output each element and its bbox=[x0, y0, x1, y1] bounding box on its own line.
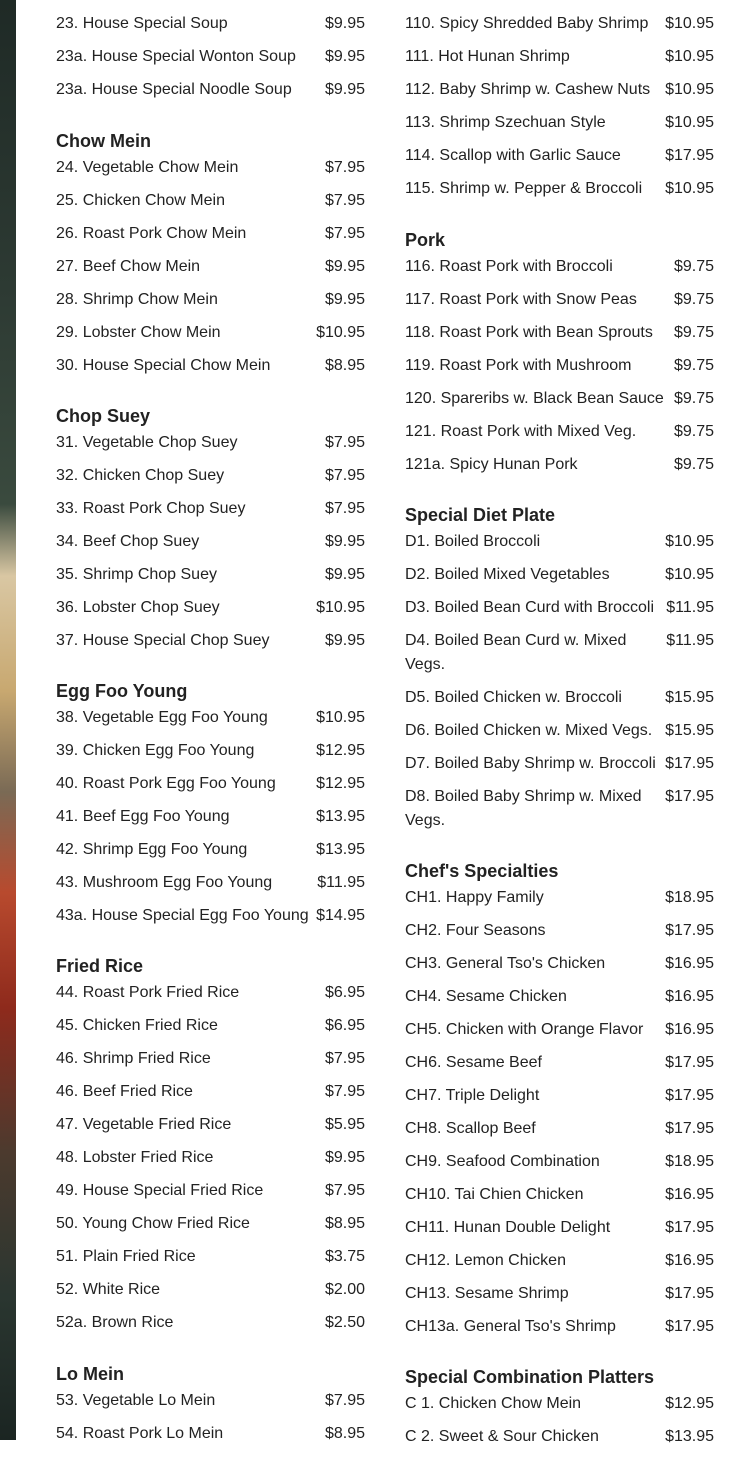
special-diet-section bbox=[405, 500, 714, 842]
item-name: 46. Beef Fried Rice bbox=[56, 1083, 193, 1100]
item-name: 112. Baby Shrimp w. Cashew Nuts bbox=[405, 81, 651, 98]
item-price: $15.95 bbox=[665, 689, 714, 706]
item-name: 46. Shrimp Fried Rice bbox=[56, 1050, 211, 1067]
item-name: D4. Boiled Bean Curd w. Mixed Vegs. bbox=[405, 632, 627, 673]
menu-item[interactable] bbox=[405, 1216, 714, 1249]
item-price: $17.95 bbox=[665, 1285, 714, 1302]
menu-item[interactable] bbox=[56, 596, 365, 629]
item-name: 45. Chicken Fried Rice bbox=[56, 1017, 218, 1034]
item-price: $16.95 bbox=[665, 988, 714, 1005]
item-name: 27. Beef Chow Mein bbox=[56, 258, 201, 275]
item-price: $9.95 bbox=[324, 632, 365, 649]
item-price: $9.95 bbox=[324, 258, 365, 275]
item-price: $17.95 bbox=[665, 922, 714, 939]
menu-item[interactable] bbox=[405, 596, 714, 629]
item-name: CH11. Hunan Double Delight bbox=[405, 1219, 611, 1236]
item-price: $9.75 bbox=[673, 456, 714, 473]
item-price: $16.95 bbox=[665, 1021, 714, 1038]
item-price: $9.95 bbox=[324, 15, 365, 32]
item-name: 52. White Rice bbox=[56, 1281, 161, 1298]
menu-item[interactable] bbox=[405, 321, 714, 354]
menu-item[interactable] bbox=[56, 431, 365, 464]
menu-item[interactable] bbox=[405, 1392, 714, 1425]
menu-item[interactable] bbox=[405, 886, 714, 919]
fried-rice-section bbox=[56, 951, 365, 1344]
item-price: $10.95 bbox=[665, 533, 714, 550]
item-price: $7.95 bbox=[324, 500, 365, 517]
item-name: 52a. Brown Rice bbox=[56, 1314, 174, 1331]
menu-item[interactable] bbox=[405, 686, 714, 719]
menu-item[interactable] bbox=[56, 739, 365, 772]
item-name: 53. Vegetable Lo Mein bbox=[56, 1392, 216, 1409]
item-price: $7.95 bbox=[324, 159, 365, 176]
item-price: $12.95 bbox=[665, 1395, 714, 1412]
item-name: 36. Lobster Chop Suey bbox=[56, 599, 220, 616]
item-name: CH5. Chicken with Orange Flavor bbox=[405, 1021, 644, 1038]
menu-item[interactable] bbox=[56, 563, 365, 596]
menu-item[interactable] bbox=[56, 772, 365, 805]
item-price: $7.95 bbox=[324, 1182, 365, 1199]
menu-item[interactable] bbox=[405, 952, 714, 985]
item-price: $15.95 bbox=[665, 722, 714, 739]
item-name: 115. Shrimp w. Pepper & Broccoli bbox=[405, 180, 643, 197]
item-price: $12.95 bbox=[316, 742, 365, 759]
menu-item[interactable] bbox=[405, 420, 714, 453]
item-name: 118. Roast Pork with Bean Sprouts bbox=[405, 324, 653, 341]
chow-mein-section bbox=[56, 126, 365, 387]
menu-item[interactable] bbox=[405, 1249, 714, 1282]
item-price: $12.95 bbox=[316, 775, 365, 792]
item-name: 30. House Special Chow Mein bbox=[56, 357, 271, 374]
item-name: 120. Spareribs w. Black Bean Sauce bbox=[405, 390, 664, 407]
item-price: $9.75 bbox=[673, 324, 714, 341]
menu-item[interactable] bbox=[56, 321, 365, 354]
item-name: 40. Roast Pork Egg Foo Young bbox=[56, 775, 276, 792]
item-price: $14.95 bbox=[316, 907, 365, 924]
menu-item[interactable] bbox=[405, 1315, 714, 1348]
item-name: 24. Vegetable Chow Mein bbox=[56, 159, 239, 176]
item-price: $9.95 bbox=[324, 81, 365, 98]
item-price: $9.95 bbox=[324, 48, 365, 65]
item-name: CH10. Tai Chien Chicken bbox=[405, 1186, 584, 1203]
menu-item[interactable] bbox=[405, 530, 714, 563]
section-title: Chop Suey bbox=[56, 406, 151, 426]
item-price: $10.95 bbox=[665, 566, 714, 583]
menu-item[interactable] bbox=[56, 156, 365, 189]
item-name: 38. Vegetable Egg Foo Young bbox=[56, 709, 268, 726]
menu-item[interactable] bbox=[405, 1425, 714, 1458]
item-price: $11.95 bbox=[666, 599, 714, 616]
item-price: $10.95 bbox=[316, 709, 365, 726]
item-name: 43. Mushroom Egg Foo Young bbox=[56, 874, 273, 891]
item-price: $8.95 bbox=[324, 357, 365, 374]
item-name: 41. Beef Egg Foo Young bbox=[56, 808, 230, 825]
item-price: $10.95 bbox=[316, 324, 365, 341]
item-price: $2.00 bbox=[324, 1281, 365, 1298]
menu-item[interactable] bbox=[405, 785, 714, 842]
menu-item[interactable] bbox=[405, 453, 714, 486]
menu-item[interactable] bbox=[405, 1282, 714, 1315]
item-price: $9.95 bbox=[324, 291, 365, 308]
item-price: $17.95 bbox=[665, 1087, 714, 1104]
item-name: 113. Shrimp Szechuan Style bbox=[405, 114, 606, 131]
item-price: $7.95 bbox=[324, 467, 365, 484]
menu-item[interactable] bbox=[405, 1018, 714, 1051]
menu-item[interactable] bbox=[405, 255, 714, 288]
section-title: Fried Rice bbox=[56, 956, 144, 976]
menu-item[interactable] bbox=[405, 354, 714, 387]
item-name: 32. Chicken Chop Suey bbox=[56, 467, 225, 484]
item-price: $9.75 bbox=[673, 390, 714, 407]
item-name: 23a. House Special Noodle Soup bbox=[56, 81, 292, 98]
menu-item[interactable] bbox=[56, 1311, 365, 1344]
item-name: D8. Boiled Baby Shrimp w. Mixed Vegs. bbox=[405, 788, 642, 829]
item-price: $10.95 bbox=[665, 15, 714, 32]
item-name: 33. Roast Pork Chop Suey bbox=[56, 500, 246, 517]
menu-page bbox=[16, 0, 750, 1445]
item-price: $9.75 bbox=[673, 291, 714, 308]
item-price: $13.95 bbox=[665, 1428, 714, 1445]
menu-item[interactable] bbox=[56, 497, 365, 530]
item-name: D5. Boiled Chicken w. Broccoli bbox=[405, 689, 622, 706]
item-name: D6. Boiled Chicken w. Mixed Vegs. bbox=[405, 722, 653, 739]
item-name: 117. Roast Pork with Snow Peas bbox=[405, 291, 637, 308]
menu-item[interactable] bbox=[405, 0, 714, 12]
section-title: Special Diet Plate bbox=[405, 505, 556, 525]
section-title: Chow Mein bbox=[56, 131, 151, 151]
item-price: $17.95 bbox=[665, 1318, 714, 1335]
item-name: CH4. Sesame Chicken bbox=[405, 988, 567, 1005]
item-name: D2. Boiled Mixed Vegetables bbox=[405, 566, 610, 583]
item-name: 51. Plain Fried Rice bbox=[56, 1248, 196, 1265]
menu-item[interactable] bbox=[56, 805, 365, 838]
item-name: CH3. General Tso's Chicken bbox=[405, 955, 606, 972]
menu-item[interactable] bbox=[56, 1047, 365, 1080]
egg-foo-young-section bbox=[56, 676, 365, 937]
menu-item[interactable] bbox=[56, 1422, 365, 1455]
menu-item[interactable] bbox=[405, 111, 714, 144]
menu-item[interactable] bbox=[56, 1389, 365, 1422]
menu-item[interactable] bbox=[405, 387, 714, 420]
item-price: $7.95 bbox=[324, 434, 365, 451]
menu-item[interactable] bbox=[405, 1150, 714, 1183]
item-price: $16.95 bbox=[665, 1186, 714, 1203]
item-price: $9.95 bbox=[324, 566, 365, 583]
item-price: $10.95 bbox=[665, 114, 714, 131]
item-name: D3. Boiled Bean Curd with Broccoli bbox=[405, 599, 655, 616]
item-price: $8.95 bbox=[324, 1215, 365, 1232]
menu-item[interactable] bbox=[405, 144, 714, 177]
item-price: $10.95 bbox=[665, 48, 714, 65]
menu-item[interactable] bbox=[56, 871, 365, 904]
menu-item[interactable] bbox=[405, 177, 714, 210]
item-price: $7.95 bbox=[324, 192, 365, 209]
item-price: $5.95 bbox=[324, 1116, 365, 1133]
item-name: 31. Vegetable Chop Suey bbox=[56, 434, 238, 451]
item-name: 26. Roast Pork Chow Mein bbox=[56, 225, 247, 242]
item-price: $17.95 bbox=[665, 1120, 714, 1137]
menu-item[interactable] bbox=[56, 1278, 365, 1311]
section-title: Pork bbox=[405, 230, 446, 250]
item-name: 39. Chicken Egg Foo Young bbox=[56, 742, 255, 759]
item-price: $16.95 bbox=[665, 1252, 714, 1269]
menu-item[interactable] bbox=[56, 189, 365, 222]
item-name: CH1. Happy Family bbox=[405, 889, 544, 906]
menu-item[interactable] bbox=[56, 1014, 365, 1047]
item-name: CH12. Lemon Chicken bbox=[405, 1252, 566, 1269]
item-name: 121. Roast Pork with Mixed Veg. bbox=[405, 423, 637, 440]
menu-item[interactable] bbox=[56, 706, 365, 739]
item-price: $17.95 bbox=[665, 788, 714, 805]
item-name: 110. Spicy Shredded Baby Shrimp bbox=[405, 15, 649, 32]
item-price: $8.95 bbox=[324, 1425, 365, 1442]
item-price: $9.95 bbox=[324, 533, 365, 550]
menu-item[interactable] bbox=[405, 1117, 714, 1150]
menu-item[interactable] bbox=[56, 1212, 365, 1245]
item-price: $3.75 bbox=[324, 1248, 365, 1265]
item-name: D7. Boiled Baby Shrimp w. Broccoli bbox=[405, 755, 656, 772]
menu-item[interactable] bbox=[56, 464, 365, 497]
section-title: Chef's Specialties bbox=[405, 861, 559, 881]
chefs-specialties-section bbox=[405, 856, 714, 1348]
item-name: CH6. Sesame Beef bbox=[405, 1054, 542, 1071]
menu-item[interactable] bbox=[56, 1245, 365, 1278]
menu-item[interactable] bbox=[405, 985, 714, 1018]
item-name: 114. Scallop with Garlic Sauce bbox=[405, 147, 621, 164]
menu-item[interactable] bbox=[56, 354, 365, 387]
item-price: $7.95 bbox=[324, 1392, 365, 1409]
item-price: $18.95 bbox=[665, 889, 714, 906]
menu-item[interactable] bbox=[56, 629, 365, 662]
section-title: Egg Foo Young bbox=[56, 681, 188, 701]
item-name: 121a. Spicy Hunan Pork bbox=[405, 456, 578, 473]
item-price: $9.75 bbox=[673, 423, 714, 440]
item-name: 43a. House Special Egg Foo Young bbox=[56, 907, 309, 924]
item-price: $7.95 bbox=[324, 1050, 365, 1067]
menu-item[interactable] bbox=[405, 1183, 714, 1216]
item-name: D1. Boiled Broccoli bbox=[405, 533, 541, 550]
item-name: 50. Young Chow Fried Rice bbox=[56, 1215, 250, 1232]
item-price: $11.95 bbox=[666, 632, 714, 649]
menu-item[interactable] bbox=[56, 1080, 365, 1113]
menu-item[interactable] bbox=[56, 838, 365, 871]
item-price: $2.50 bbox=[324, 1314, 365, 1331]
menu-item[interactable] bbox=[405, 12, 714, 45]
soup-section-continued bbox=[56, 0, 365, 111]
item-price: $10.95 bbox=[665, 180, 714, 197]
item-price: $16.95 bbox=[665, 955, 714, 972]
section-title: Special Combination Platters bbox=[405, 1367, 655, 1387]
item-name: 111. Hot Hunan Shrimp bbox=[405, 48, 570, 65]
item-name: CH9. Seafood Combination bbox=[405, 1153, 600, 1170]
menu-item[interactable] bbox=[56, 1146, 365, 1179]
item-name: 44. Roast Pork Fried Rice bbox=[56, 984, 240, 1001]
menu-item[interactable] bbox=[405, 563, 714, 596]
item-name: C 1. Chicken Chow Mein bbox=[405, 1395, 582, 1412]
item-name: CH13. Sesame Shrimp bbox=[405, 1285, 569, 1302]
menu-item[interactable] bbox=[56, 0, 365, 12]
menu-item[interactable] bbox=[405, 288, 714, 321]
item-price: $6.95 bbox=[324, 984, 365, 1001]
section-title: Lo Mein bbox=[56, 1364, 124, 1384]
item-name: 37. House Special Chop Suey bbox=[56, 632, 270, 649]
menu-item[interactable] bbox=[405, 78, 714, 111]
pork-section bbox=[405, 225, 714, 486]
item-price: $17.95 bbox=[665, 755, 714, 772]
item-price: $10.95 bbox=[665, 81, 714, 98]
item-price: $10.95 bbox=[316, 599, 365, 616]
chop-suey-section bbox=[56, 401, 365, 662]
item-name: CH7. Triple Delight bbox=[405, 1087, 540, 1104]
menu-item[interactable] bbox=[56, 904, 365, 937]
item-price: $13.95 bbox=[316, 808, 365, 825]
item-name: 116. Roast Pork with Broccoli bbox=[405, 258, 613, 275]
item-name: 25. Chicken Chow Mein bbox=[56, 192, 225, 209]
menu-item[interactable] bbox=[56, 12, 365, 45]
menu-item[interactable] bbox=[405, 752, 714, 785]
menu-item[interactable] bbox=[405, 719, 714, 752]
menu-item[interactable] bbox=[405, 919, 714, 952]
item-name: 48. Lobster Fried Rice bbox=[56, 1149, 214, 1166]
item-price: $7.95 bbox=[324, 1083, 365, 1100]
lo-mein-section bbox=[56, 1359, 365, 1455]
item-price: $17.95 bbox=[665, 1219, 714, 1236]
shrimp-section-continued bbox=[405, 0, 714, 210]
item-name: 49. House Special Fried Rice bbox=[56, 1182, 264, 1199]
menu-item[interactable] bbox=[56, 530, 365, 563]
item-price: $9.95 bbox=[324, 1149, 365, 1166]
item-price bbox=[325, 0, 365, 3]
item-name: C 2. Sweet & Sour Chicken bbox=[405, 1428, 599, 1445]
item-price: $13.95 bbox=[316, 841, 365, 858]
item-name: 42. Shrimp Egg Foo Young bbox=[56, 841, 248, 858]
item-price: $11.95 bbox=[317, 874, 365, 891]
item-price: $6.95 bbox=[324, 1017, 365, 1034]
menu-item[interactable] bbox=[405, 1084, 714, 1117]
menu-item[interactable] bbox=[405, 1051, 714, 1084]
menu-item[interactable] bbox=[56, 1113, 365, 1146]
item-price: $9.75 bbox=[673, 357, 714, 374]
item-name: 34. Beef Chop Suey bbox=[56, 533, 200, 550]
item-name: 35. Shrimp Chop Suey bbox=[56, 566, 217, 583]
item-name bbox=[405, 0, 665, 3]
item-name: 119. Roast Pork with Mushroom bbox=[405, 357, 632, 374]
menu-item[interactable] bbox=[405, 629, 714, 686]
item-name: 54. Roast Pork Lo Mein bbox=[56, 1425, 224, 1442]
menu-item[interactable] bbox=[56, 288, 365, 321]
background-photo-strip bbox=[0, 0, 16, 1440]
item-name: 23. House Special Soup bbox=[56, 15, 228, 32]
menu-item[interactable] bbox=[56, 78, 365, 111]
item-price bbox=[665, 0, 714, 3]
item-name: 23a. House Special Wonton Soup bbox=[56, 48, 296, 65]
menu-item[interactable] bbox=[56, 222, 365, 255]
menu-item[interactable] bbox=[405, 45, 714, 78]
item-name: CH13a. General Tso's Shrimp bbox=[405, 1318, 616, 1335]
item-price: $7.95 bbox=[324, 225, 365, 242]
item-name: CH2. Four Seasons bbox=[405, 922, 546, 939]
item-price: $17.95 bbox=[665, 1054, 714, 1071]
menu-item[interactable] bbox=[56, 45, 365, 78]
item-price: $17.95 bbox=[665, 147, 714, 164]
item-name: 47. Vegetable Fried Rice bbox=[56, 1116, 232, 1133]
menu-item[interactable] bbox=[56, 1179, 365, 1212]
item-name: CH8. Scallop Beef bbox=[405, 1120, 536, 1137]
menu-item[interactable] bbox=[56, 255, 365, 288]
item-price: $9.75 bbox=[673, 258, 714, 275]
combination-platters-section bbox=[405, 1362, 714, 1458]
item-name: 29. Lobster Chow Mein bbox=[56, 324, 221, 341]
item-price: $18.95 bbox=[665, 1153, 714, 1170]
item-name bbox=[56, 0, 325, 3]
menu-item[interactable] bbox=[56, 981, 365, 1014]
item-name: 28. Shrimp Chow Mein bbox=[56, 291, 218, 308]
